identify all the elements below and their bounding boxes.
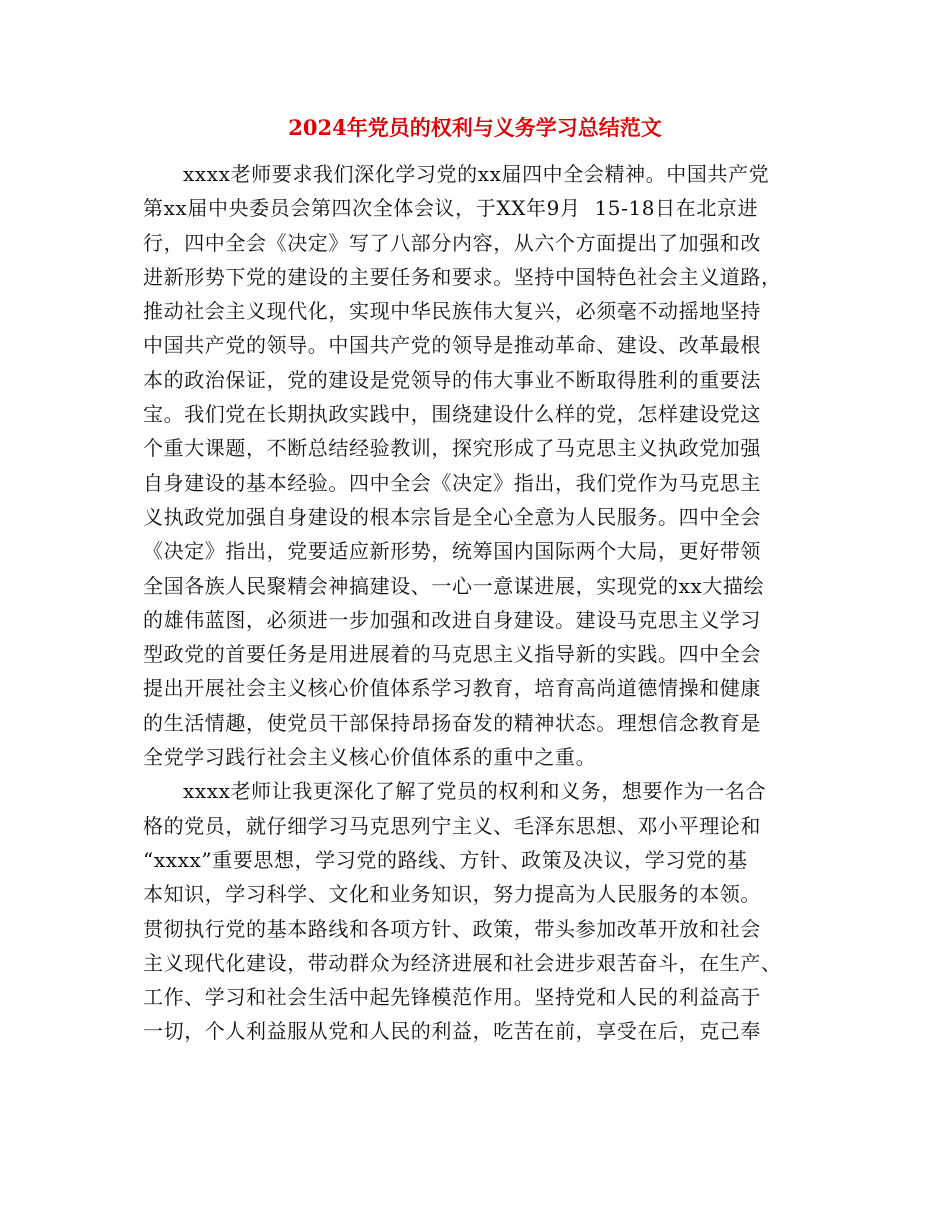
- paragraph-2-line: 贯彻执行党的基本路线和各项方针、政策，带头参加改革开放和社会: [143, 916, 761, 941]
- paragraph-1-line: 全党学习践行社会主义核心价值体系的重中之重。: [143, 745, 597, 770]
- paragraph-1-line: 本的政治保证，党的建设是党领导的伟大事业不断取得胜利的重要法: [143, 367, 761, 392]
- paragraph-1-line: 型政党的首要任务是用进展着的马克思主义指导新的实践。四中全会: [143, 642, 761, 667]
- paragraph-2-line: xxxx老师让我更深化了解了党员的权利和义务，想要作为一名合: [183, 779, 767, 804]
- paragraph-1-line: xxxx老师要求我们深化学习党的xx届四中全会精神。中国共产党: [183, 162, 770, 186]
- paragraph-1-line: 提出开展社会主义核心价值体系学习教育，培育高尚道德情操和健康: [143, 676, 761, 701]
- paragraph-1-line: 《决定》指出，党要适应新形势，统筹国内国际两个大局，更好带领: [143, 539, 761, 564]
- paragraph-2-line: 主义现代化建设，带动群众为经济进展和社会进步艰苦奋斗，在生产、: [143, 950, 782, 975]
- paragraph-1-line: 第xx届中央委员会第四次全体会议，于XX年9月 15-18日在北京进: [143, 196, 759, 221]
- paragraph-1-line: 全国各族人民聚精会神搞建设、一心一意谋进展，实现党的xx大描绘: [143, 573, 765, 598]
- paragraph-1-line: 自身建设的基本经验。四中全会《决定》指出，我们党作为马克思主: [143, 470, 761, 495]
- paragraph-1-line: 的生活情趣，使党员干部保持昂扬奋发的精神状态。理想信念教育是: [143, 710, 761, 735]
- document-title: 2024年党员的权利与义务学习总结范文: [288, 115, 662, 140]
- paragraph-2-line: 格的党员，就仔细学习马克思列宁主义、毛泽东思想、邓小平理论和: [143, 813, 761, 838]
- paragraph-1-line: 中国共产党的领导。中国共产党的领导是推动革命、建设、改革最根: [143, 333, 761, 358]
- paragraph-1-line: 个重大课题，不断总结经验教训，探究形成了马克思主义执政党加强: [143, 436, 761, 461]
- paragraph-1-line: 义执政党加强自身建设的根本宗旨是全心全意为人民服务。四中全会: [143, 504, 761, 529]
- paragraph-1-line: 行，四中全会《决定》写了八部分内容，从六个方面提出了加强和改: [143, 230, 761, 255]
- paragraph-2-line: 工作、学习和社会生活中起先锋模范作用。坚持党和人民的利益高于: [143, 985, 761, 1010]
- paragraph-1-line: 宝。我们党在长期执政实践中，围绕建设什么样的党，怎样建设党这: [143, 402, 761, 427]
- paragraph-1-line: 的雄伟蓝图，必须进一步加强和改进自身建设。建设马克思主义学习: [143, 607, 761, 632]
- paragraph-2-line: 一切，个人利益服从党和人民的利益，吃苦在前，享受在后，克己奉: [143, 1019, 761, 1044]
- paragraph-1-line: 进新形势下党的建设的主要任务和要求。坚持中国特色社会主义道路，: [143, 264, 782, 289]
- paragraph-2-line: 本知识，学习科学、文化和业务知识，努力提高为人民服务的本领。: [143, 882, 761, 907]
- paragraph-2-line: “xxxx”重要思想，学习党的路线、方针、政策及决议，学习党的基: [143, 847, 748, 872]
- document-body: [143, 157, 813, 1049]
- paragraph-1-line: 推动社会主义现代化，实现中华民族伟大复兴，必须毫不动摇地坚持: [143, 299, 761, 324]
